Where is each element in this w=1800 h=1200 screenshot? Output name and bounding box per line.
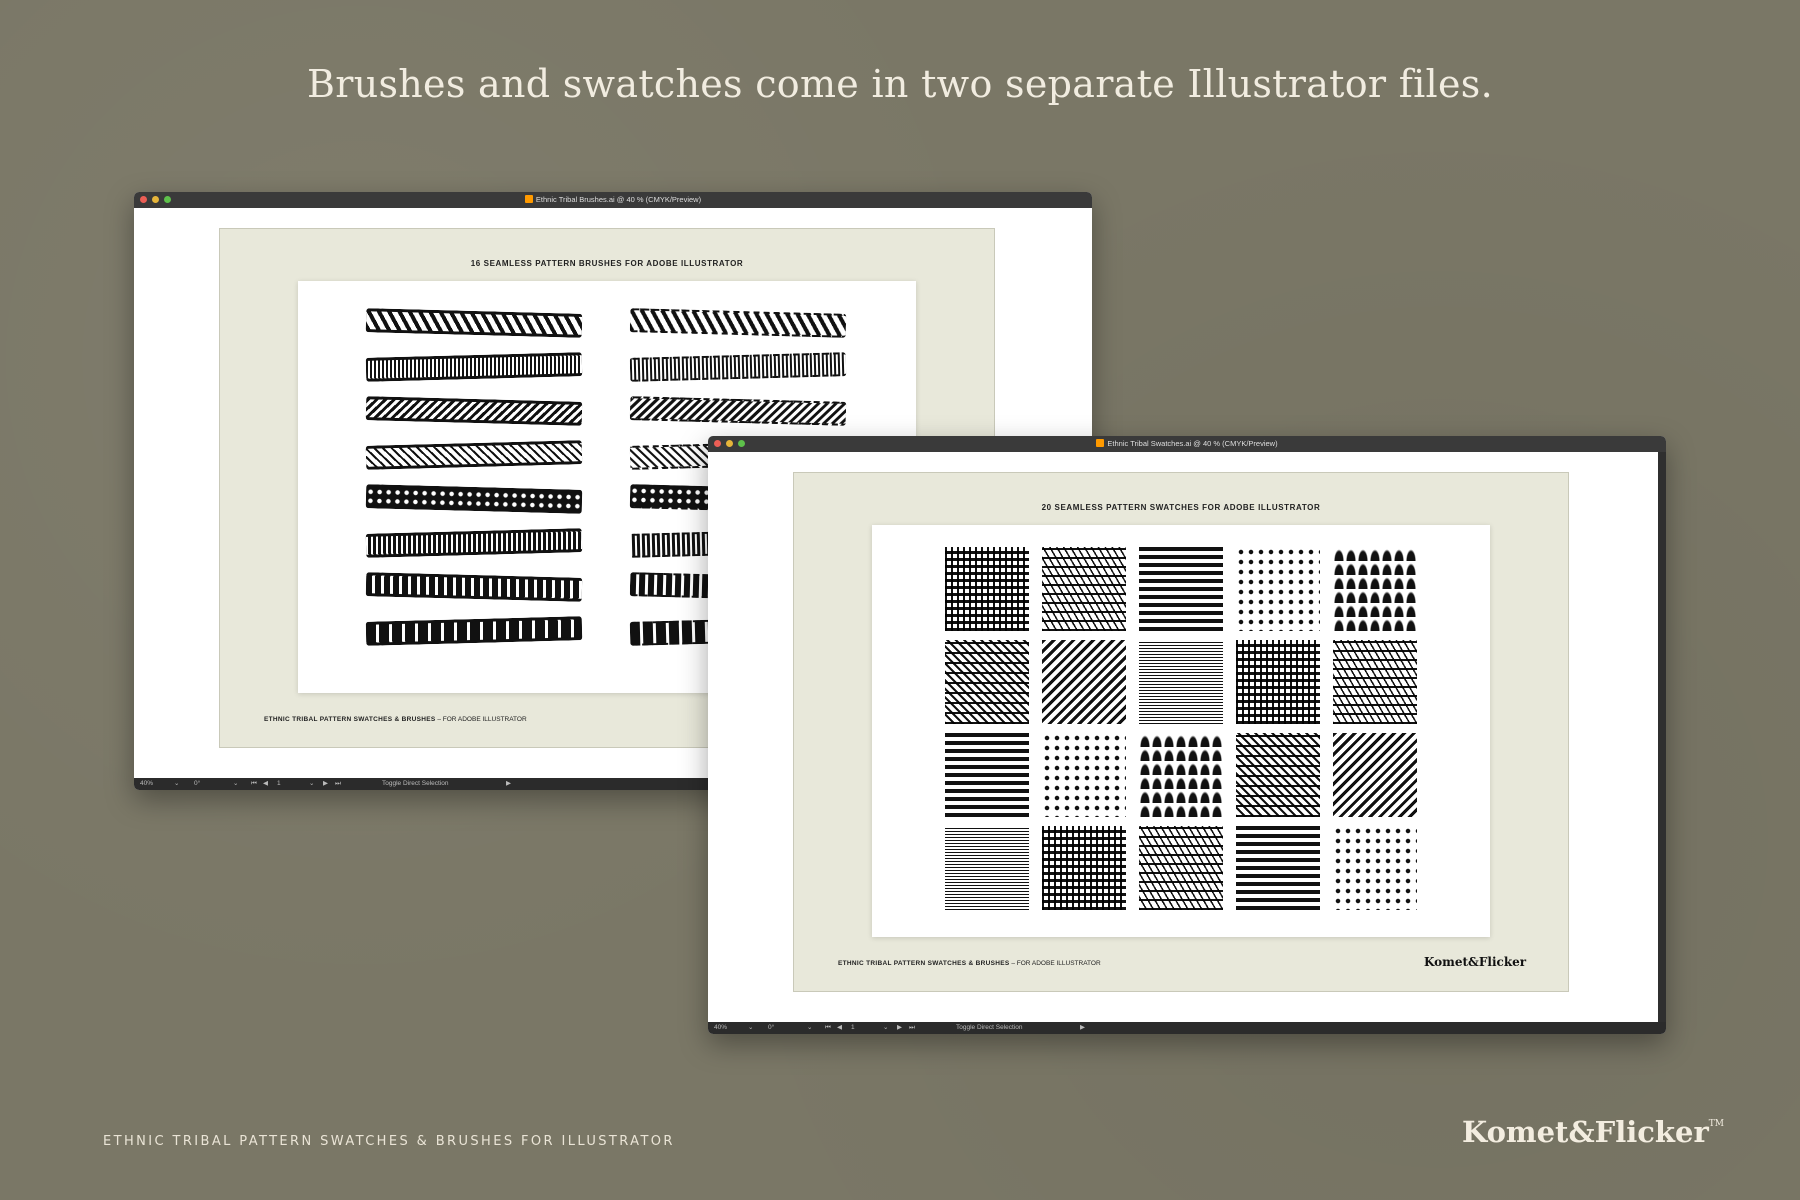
angle-dropdown-icon[interactable]: ⌄ xyxy=(807,1024,813,1031)
illustrator-icon xyxy=(1096,439,1104,447)
pattern-brush xyxy=(366,396,583,426)
close-button[interactable] xyxy=(140,196,147,203)
zoom-button[interactable] xyxy=(738,440,745,447)
prev-artboard-icon[interactable]: ◀ xyxy=(837,1024,842,1031)
next-artboard-icon[interactable]: ▶ xyxy=(897,1024,902,1031)
rotation-angle[interactable]: 0° xyxy=(768,1024,775,1031)
brand-logo xyxy=(1462,1115,1724,1149)
prev-artboard-icon[interactable]: ◀ xyxy=(263,780,268,787)
zoom-dropdown-icon[interactable]: ⌄ xyxy=(748,1024,754,1031)
pattern-swatch xyxy=(1139,826,1223,910)
pattern-brush xyxy=(630,308,847,338)
brushes-titlebar xyxy=(134,192,1092,208)
pattern-brush xyxy=(366,308,583,338)
headline: Brushes and swatches come in two separate Illustrator files. xyxy=(307,62,1493,106)
pattern-swatch xyxy=(1042,733,1126,817)
pattern-swatch xyxy=(1236,547,1320,631)
first-artboard-icon[interactable]: ⏮ xyxy=(251,780,257,787)
artboard[interactable] xyxy=(793,472,1569,992)
status-menu-icon[interactable]: ▶ xyxy=(506,780,511,787)
document-canvas[interactable] xyxy=(708,452,1666,1022)
angle-dropdown-icon[interactable]: ⌄ xyxy=(233,780,239,787)
pattern-swatch xyxy=(1042,547,1126,631)
pattern-swatch xyxy=(1139,733,1223,817)
artboard-dropdown-icon[interactable]: ⌄ xyxy=(309,780,315,787)
pattern-swatch xyxy=(945,547,1029,631)
product-name: ETHNIC TRIBAL PATTERN SWATCHES & BRUSHES FOR ILLUSTRATOR xyxy=(103,1134,675,1149)
pattern-swatch xyxy=(1139,547,1223,631)
zoom-dropdown-icon[interactable]: ⌄ xyxy=(174,780,180,787)
brand-tm: TM xyxy=(1708,1119,1724,1129)
artboard-footer xyxy=(264,716,527,723)
vertical-scrollbar[interactable] xyxy=(1658,452,1666,1022)
window-title: Ethnic Tribal Swatches.ai @ 40 % (CMYK/Preview) xyxy=(1107,439,1278,448)
minimize-button[interactable] xyxy=(152,196,159,203)
pattern-brush xyxy=(366,616,583,646)
pattern-swatch xyxy=(1333,547,1417,631)
artboard-dropdown-icon[interactable]: ⌄ xyxy=(883,1024,889,1031)
pattern-swatch xyxy=(1333,640,1417,724)
rotation-angle[interactable]: 0° xyxy=(194,780,201,787)
status-menu-icon[interactable]: ▶ xyxy=(1080,1024,1085,1031)
minimize-button[interactable] xyxy=(726,440,733,447)
pattern-swatch xyxy=(1236,826,1320,910)
zoom-level[interactable]: 40% xyxy=(140,780,154,787)
artboard-footer-bold: ETHNIC TRIBAL PATTERN SWATCHES & BRUSHES xyxy=(264,716,436,723)
pattern-brush xyxy=(366,484,583,514)
last-artboard-icon[interactable]: ⏭ xyxy=(909,1024,915,1031)
pattern-swatch xyxy=(1236,640,1320,724)
artboard-number[interactable]: 1 xyxy=(277,780,281,787)
window-controls xyxy=(140,196,171,203)
pattern-swatch xyxy=(1333,826,1417,910)
status-tool: Toggle Direct Selection xyxy=(382,780,449,787)
artboard-footer xyxy=(838,960,1101,967)
pattern-swatch xyxy=(1139,640,1223,724)
pattern-swatch xyxy=(1042,640,1126,724)
pattern-swatch xyxy=(945,733,1029,817)
pattern-brush xyxy=(366,572,583,602)
pattern-brush xyxy=(366,440,583,470)
brand-name: Komet&Flicker xyxy=(1462,1115,1709,1149)
pattern-brush xyxy=(630,396,847,426)
window-title: Ethnic Tribal Brushes.ai @ 40 % (CMYK/Preview) xyxy=(535,195,702,204)
last-artboard-icon[interactable]: ⏭ xyxy=(335,780,341,787)
close-button[interactable] xyxy=(714,440,721,447)
artboard-number[interactable]: 1 xyxy=(851,1024,855,1031)
artboard-title: 16 SEAMLESS PATTERN BRUSHES FOR ADOBE ILLUSTRATOR xyxy=(470,259,744,268)
artboard-footer-rest: – FOR ADOBE ILLUSTRATOR xyxy=(1011,960,1101,967)
swatch-sheet xyxy=(872,525,1490,937)
illustrator-icon xyxy=(525,195,533,203)
pattern-swatch xyxy=(945,640,1029,724)
pattern-brush xyxy=(366,528,583,558)
zoom-button[interactable] xyxy=(164,196,171,203)
window-controls xyxy=(714,440,745,447)
swatches-titlebar xyxy=(708,436,1666,452)
status-bar xyxy=(708,1022,1666,1034)
artboard-title: 20 SEAMLESS PATTERN SWATCHES FOR ADOBE ILLUSTRATOR xyxy=(1041,503,1321,512)
first-artboard-icon[interactable]: ⏮ xyxy=(825,1024,831,1031)
zoom-level[interactable]: 40% xyxy=(714,1024,728,1031)
next-artboard-icon[interactable]: ▶ xyxy=(323,780,328,787)
pattern-swatch xyxy=(1042,826,1126,910)
artboard-footer-bold: ETHNIC TRIBAL PATTERN SWATCHES & BRUSHES xyxy=(838,960,1010,967)
pattern-brush xyxy=(630,352,847,382)
swatches-window xyxy=(708,436,1666,1034)
status-tool: Toggle Direct Selection xyxy=(956,1024,1023,1031)
pattern-swatch xyxy=(1333,733,1417,817)
artboard-brand: Komet&Flicker xyxy=(1424,955,1527,969)
pattern-brush xyxy=(366,352,583,382)
pattern-swatch xyxy=(1236,733,1320,817)
artboard-footer-rest: – FOR ADOBE ILLUSTRATOR xyxy=(437,716,527,723)
pattern-swatch xyxy=(945,826,1029,910)
